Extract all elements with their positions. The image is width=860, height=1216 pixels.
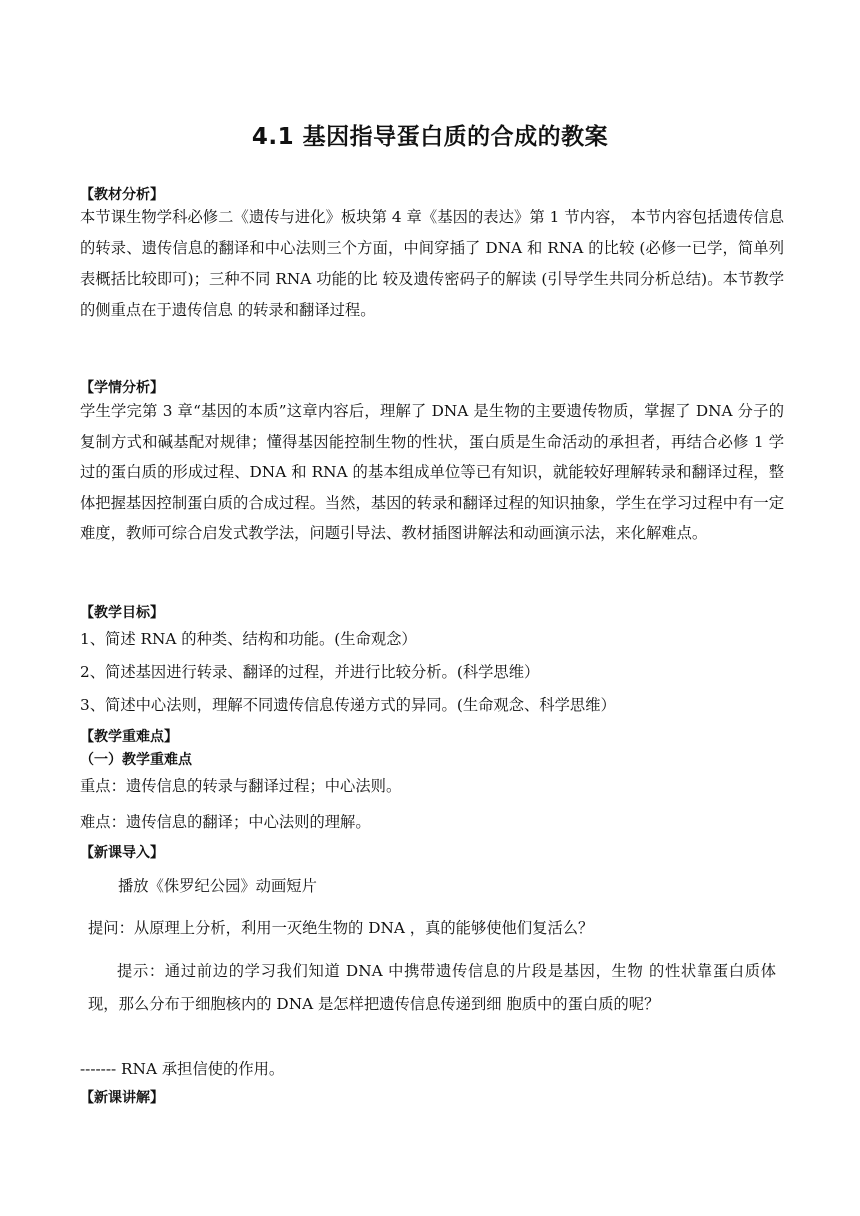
material-analysis-heading: 【教材分析】 [80,187,164,203]
lecture-heading: 【新课讲解】 [80,1090,164,1106]
student-analysis-paragraph: 学生学完第 3 章“基因的本质”这章内容后，理解了 DNA 是生物的主要遗传物质，掌握了 DNA 分子的复制方式和碱基配对规律；懂得基因能控制生物的性状，蛋白质是生命活动的承担者，再结合必修 1 学过的蛋白质的形成过程、DNA 和 RNA 的基本组成单位等已有知识，就能较好理解转录和翻译过程，整体把握基因控制蛋白质的合成过程。当然，基因的转录和翻译过程的知识抽象，学生在学习过程中有一定难度，教师可综合启发式教学法，问题引导法、教材插图讲解法和动画演示法，来化解难点。 [80,402,784,542]
key-points-subheading: （一）教学重难点 [80,752,192,768]
objectives-heading: 【教学目标】 [80,605,164,621]
intro-hint-paragraph: 提示：通过前边的学习我们知道 DNA 中携带遗传信息的片段是基因，生物 的性状靠蛋白质体现，那么分布于细胞核内的 DNA 是怎样把遗传信息传递到细 胞质中的蛋白质的呢？ [88,962,776,1013]
difficulty-point: 难点：遗传信息的翻译；中心法则的理解。 [80,813,371,831]
objective-item-2: 2、简述基因进行转录、翻译的过程，并进行比较分析。(科学思维） [80,663,540,681]
focus-point: 重点：遗传信息的转录与翻译过程；中心法则。 [80,777,402,795]
objective-item-1: 1、简述 RNA 的种类、结构和功能。(生命观念） [80,630,417,648]
page-title: 4.1 基因指导蛋白质的合成的教案 [251,124,609,150]
intro-play-line: 播放《侏罗纪公园》动画短片 [118,877,317,895]
intro-answer-line: ------- RNA 承担信使的作用。 [80,1060,285,1078]
material-analysis-paragraph: 本节课生物学科必修二《遗传与进化》板块第 4 章《基因的表达》第 1 节内容， 本节内容包括遗传信息的转录、遗传信息的翻译和中心法则三个方面，中间穿插了 DNA 和 RNA 的比较 (必修一已学，简单列表概括比较即可)；三种不同 RNA 功能的比 较及遗传密码子的解读 (引导学生共同分析总结)。本节教学的侧重点在于遗传信息 的转录和翻译过程。 [80,208,784,319]
key-points-heading: 【教学重难点】 [80,729,178,745]
intro-question-line: 提问：从原理上分析，利用一灭绝生物的 DNA ，真的能够使他们复活么？ [88,919,594,937]
student-analysis-heading: 【学情分析】 [80,380,164,396]
intro-heading: 【新课导入】 [80,845,164,861]
objective-item-3: 3、简述中心法则，理解不同遗传信息传递方式的异同。(生命观念、科学思维） [80,696,616,714]
